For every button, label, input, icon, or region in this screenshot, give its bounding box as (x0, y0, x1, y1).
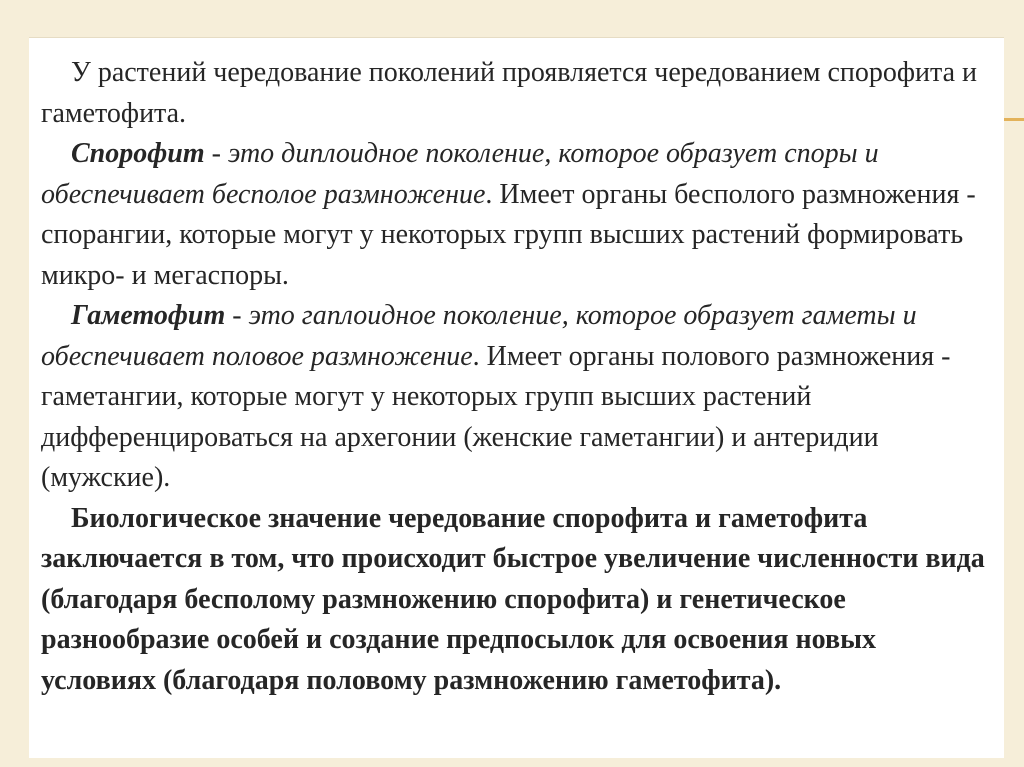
slide-content (41, 53, 996, 701)
significance-text: Биологическое значение чередование спорофита и гаметофита заключается в том, что происходит быстрое увеличение численности вида (благодаря бесполому размножению спорофита) и генетическое разнообразие особей и создание предпосылок для освоения новых условиях (благодаря половому размножению гаметофита). (41, 502, 985, 696)
text-panel (29, 37, 1004, 758)
intro-text: У растений чередование поколений проявляется чередованием спорофита и гаметофита. (41, 57, 978, 129)
sporophyte-definition: - это диплоидное поколение, которое образует споры и обеспечивает бесполое размножение (41, 138, 879, 210)
significance-paragraph (41, 499, 996, 702)
sporophyte-paragraph (41, 134, 996, 296)
gametophyte-rest: . Имеет органы полового размножения - гаметангии, которые могут у некоторых групп высших растений дифференцироваться на архегонии (женские гаметангии) и антеридии (мужские). (41, 340, 951, 493)
gametophyte-term: Гаметофит (71, 300, 226, 331)
accent-line (1003, 118, 1024, 121)
sporophyte-rest: . Имеет органы бесполого размножения - спорангии, которые могут у некоторых групп высших растений формировать микро- и мегаспоры. (41, 178, 976, 291)
gametophyte-paragraph (41, 296, 996, 499)
intro-paragraph (41, 53, 996, 134)
sporophyte-term: Спорофит (71, 138, 205, 169)
gametophyte-definition: - это гаплоидное поколение, которое образует гаметы и обеспечивает половое размножение (41, 300, 917, 372)
